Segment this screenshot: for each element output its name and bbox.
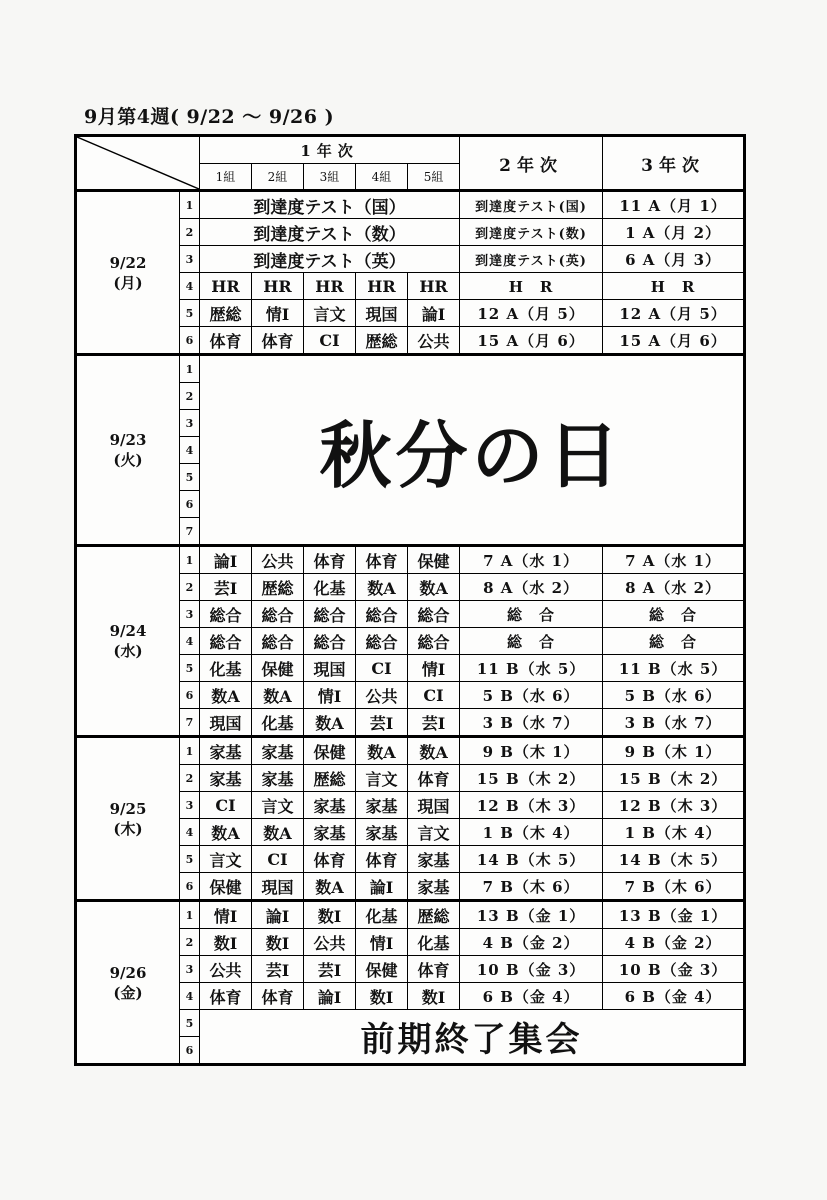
class-cell: 情Ⅰ	[252, 300, 304, 327]
year3-cell: 3 B（水 7）	[603, 709, 745, 737]
class-cell: 保健	[304, 737, 356, 765]
period-number: 1	[180, 355, 200, 383]
class-cell: CⅠ	[408, 682, 460, 709]
class-cell: 数Ⅰ	[356, 983, 408, 1010]
class-cell: 体育	[252, 983, 304, 1010]
class-cell: 保健	[200, 873, 252, 901]
year2-cell: 6 B（金 4）	[460, 983, 603, 1010]
class-cell: 家基	[304, 819, 356, 846]
day-24-date-cell	[76, 546, 180, 737]
group-2-header: 2組	[252, 164, 304, 191]
period-number: 4	[180, 628, 200, 655]
class-cell: CⅠ	[356, 655, 408, 682]
class-cell: 言文	[356, 765, 408, 792]
class-cell: 総合	[304, 628, 356, 655]
year1-test-cell: 到達度テスト（数）	[200, 219, 460, 246]
diagonal-line-icon	[77, 137, 199, 189]
period-number: 3	[180, 410, 200, 437]
period-number: 5	[180, 464, 200, 491]
class-cell: 現国	[252, 873, 304, 901]
class-cell: 歴総	[408, 901, 460, 929]
day-26-row-1	[76, 901, 745, 929]
class-cell: 論Ⅰ	[356, 873, 408, 901]
class-cell: 数A	[200, 819, 252, 846]
class-cell: 総合	[356, 628, 408, 655]
year3-cell: 11 B（水 5）	[603, 655, 745, 682]
class-cell: 総合	[200, 628, 252, 655]
class-cell: 総合	[252, 628, 304, 655]
year2-cell: 10 B（金 3）	[460, 956, 603, 983]
day-25-date: 9/25	[109, 799, 147, 818]
class-cell: HR	[200, 273, 252, 300]
year3-cell: 10 B（金 3）	[603, 956, 745, 983]
year3-cell: 9 B（木 1）	[603, 737, 745, 765]
year2-cell: 1 B（木 4）	[460, 819, 603, 846]
day-25-dow: (木)	[113, 819, 143, 838]
period-number: 1	[180, 737, 200, 765]
class-cell: 現国	[356, 300, 408, 327]
period-number: 2	[180, 574, 200, 601]
page-title: 9月第4週( 9/22 〜 9/26 )	[84, 106, 335, 128]
year2-cell: 15 B（木 2）	[460, 765, 603, 792]
period-number: 6	[180, 491, 200, 518]
class-cell: 数A	[252, 682, 304, 709]
class-cell: 化基	[200, 655, 252, 682]
class-cell: 家基	[200, 737, 252, 765]
class-cell: 総合	[356, 601, 408, 628]
class-cell: 公共	[200, 956, 252, 983]
class-cell: 論Ⅰ	[200, 546, 252, 574]
class-cell: 数A	[356, 574, 408, 601]
class-cell: 家基	[356, 819, 408, 846]
period-number: 5	[180, 300, 200, 327]
period-number: 3	[180, 246, 200, 273]
class-cell: 家基	[408, 846, 460, 873]
year3-cell: 総 合	[603, 628, 745, 655]
class-cell: 数A	[252, 819, 304, 846]
group-5-header: 5組	[408, 164, 460, 191]
class-cell: 数A	[356, 737, 408, 765]
year2-cell: 到達度テスト(英)	[460, 246, 603, 273]
year3-header: 3年次	[603, 136, 745, 191]
class-cell: 歴総	[356, 327, 408, 355]
class-cell: 言文	[200, 846, 252, 873]
holiday-label: 秋分の日	[200, 355, 745, 546]
class-cell: 現国	[304, 655, 356, 682]
class-cell: 家基	[252, 737, 304, 765]
class-cell: 体育	[408, 765, 460, 792]
class-cell: 公共	[408, 327, 460, 355]
timetable	[74, 134, 746, 1066]
class-cell: HR	[408, 273, 460, 300]
class-cell: 数A	[408, 574, 460, 601]
day-25-date-cell	[76, 737, 180, 901]
day-23-row-1	[76, 355, 745, 383]
class-cell: 総合	[200, 601, 252, 628]
year2-header: 2年次	[460, 136, 603, 191]
class-cell: 家基	[408, 873, 460, 901]
class-cell: CⅠ	[304, 327, 356, 355]
class-cell: 数Ⅰ	[200, 929, 252, 956]
year3-cell: 15 A（月 6）	[603, 327, 745, 355]
class-cell: 歴総	[252, 574, 304, 601]
year2-cell: 11 B（水 5）	[460, 655, 603, 682]
year3-cell: 6 A（月 3）	[603, 246, 745, 273]
class-cell: 体育	[304, 846, 356, 873]
class-cell: 家基	[304, 792, 356, 819]
class-cell: 言文	[408, 819, 460, 846]
class-cell: 情Ⅰ	[408, 655, 460, 682]
day-26-date-cell	[76, 901, 180, 1065]
day-23-date: 9/23	[109, 431, 147, 449]
year2-cell: 総 合	[460, 628, 603, 655]
class-cell: 芸Ⅰ	[356, 709, 408, 737]
day-25-row-1	[76, 737, 745, 765]
period-number: 2	[180, 383, 200, 410]
day-22-date: 9/22	[109, 253, 147, 272]
class-cell: 体育	[200, 327, 252, 355]
year2-cell: 14 B（木 5）	[460, 846, 603, 873]
period-number: 5	[180, 655, 200, 682]
year2-cell: 4 B（金 2）	[460, 929, 603, 956]
class-cell: 公共	[304, 929, 356, 956]
class-cell: 歴総	[304, 765, 356, 792]
year2-cell: 9 B（木 1）	[460, 737, 603, 765]
period-number: 5	[180, 1010, 200, 1037]
year1-header: 1年次	[200, 136, 460, 164]
period-number: 1	[180, 191, 200, 219]
year2-cell: 到達度テスト(国)	[460, 191, 603, 219]
class-cell: 家基	[252, 765, 304, 792]
year3-cell: 5 B（水 6）	[603, 682, 745, 709]
period-number: 3	[180, 792, 200, 819]
class-cell: 数A	[200, 682, 252, 709]
group-3-header: 3組	[304, 164, 356, 191]
year2-cell: 8 A（水 2）	[460, 574, 603, 601]
class-cell: 保健	[356, 956, 408, 983]
class-cell: 家基	[356, 792, 408, 819]
corner-cell	[76, 136, 200, 191]
period-number: 1	[180, 901, 200, 929]
class-cell: 数A	[408, 737, 460, 765]
period-number: 4	[180, 437, 200, 464]
class-cell: 情Ⅰ	[200, 901, 252, 929]
year3-cell: 14 B（木 5）	[603, 846, 745, 873]
class-cell: 総合	[304, 601, 356, 628]
year2-cell: 7 A（水 1）	[460, 546, 603, 574]
year2-cell: 総 合	[460, 601, 603, 628]
year3-cell: 12 B（木 3）	[603, 792, 745, 819]
year3-cell: H R	[603, 273, 745, 300]
period-number: 1	[180, 546, 200, 574]
year2-cell: 13 B（金 1）	[460, 901, 603, 929]
year3-cell: 15 B（木 2）	[603, 765, 745, 792]
year3-cell: 8 A（水 2）	[603, 574, 745, 601]
period-number: 2	[180, 765, 200, 792]
class-cell: 現国	[200, 709, 252, 737]
class-cell: 論Ⅰ	[304, 983, 356, 1010]
class-cell: HR	[252, 273, 304, 300]
class-cell: 芸Ⅰ	[200, 574, 252, 601]
year3-cell: 4 B（金 2）	[603, 929, 745, 956]
group-4-header: 4組	[356, 164, 408, 191]
class-cell: 公共	[252, 546, 304, 574]
class-cell: HR	[356, 273, 408, 300]
class-cell: 情Ⅰ	[304, 682, 356, 709]
year3-cell: 7 B（木 6）	[603, 873, 745, 901]
class-cell: 体育	[200, 983, 252, 1010]
day-26-date: 9/26	[109, 963, 147, 982]
day-22-date-cell	[76, 191, 180, 355]
period-number: 2	[180, 219, 200, 246]
day-26-dow: (金)	[113, 983, 143, 1002]
period-number: 4	[180, 819, 200, 846]
day-22-dow: (月)	[113, 273, 143, 292]
period-number: 3	[180, 601, 200, 628]
class-cell: 歴総	[200, 300, 252, 327]
class-cell: 数Ⅰ	[408, 983, 460, 1010]
year3-cell: 総 合	[603, 601, 745, 628]
class-cell: 公共	[356, 682, 408, 709]
class-cell: 芸Ⅰ	[408, 709, 460, 737]
class-cell: 数Ⅰ	[304, 901, 356, 929]
class-cell: 芸Ⅰ	[252, 956, 304, 983]
period-number: 4	[180, 983, 200, 1010]
year2-cell: 5 B（水 6）	[460, 682, 603, 709]
year2-cell: 7 B（木 6）	[460, 873, 603, 901]
year1-test-cell: 到達度テスト（国）	[200, 191, 460, 219]
period-number: 6	[180, 327, 200, 355]
class-cell: 現国	[408, 792, 460, 819]
period-number: 7	[180, 518, 200, 546]
period-number: 2	[180, 929, 200, 956]
year3-cell: 11 A（月 1）	[603, 191, 745, 219]
class-cell: 化基	[304, 574, 356, 601]
class-cell: 総合	[408, 601, 460, 628]
year3-cell: 13 B（金 1）	[603, 901, 745, 929]
period-number: 3	[180, 956, 200, 983]
class-cell: 総合	[252, 601, 304, 628]
class-cell: 保健	[408, 546, 460, 574]
year3-cell: 7 A（水 1）	[603, 546, 745, 574]
day-23-dow: (火)	[113, 451, 143, 469]
class-cell: 家基	[200, 765, 252, 792]
class-cell: 数A	[304, 873, 356, 901]
day-24-date: 9/24	[109, 622, 147, 640]
class-cell: 芸Ⅰ	[304, 956, 356, 983]
day-24-dow: (水)	[113, 642, 143, 660]
period-number: 4	[180, 273, 200, 300]
period-number: 6	[180, 1037, 200, 1065]
year2-cell: H R	[460, 273, 603, 300]
class-cell: 体育	[408, 956, 460, 983]
year3-cell: 1 A（月 2）	[603, 219, 745, 246]
class-cell: 体育	[356, 546, 408, 574]
year2-cell: 12 A（月 5）	[460, 300, 603, 327]
period-number: 5	[180, 846, 200, 873]
class-cell: 保健	[252, 655, 304, 682]
year2-cell: 12 B（木 3）	[460, 792, 603, 819]
class-cell: 情Ⅰ	[356, 929, 408, 956]
day-24-row-1	[76, 546, 745, 574]
period-number: 6	[180, 682, 200, 709]
class-cell: 体育	[252, 327, 304, 355]
day-23-date-cell	[76, 355, 180, 546]
header-row-1	[76, 136, 745, 164]
class-cell: 化基	[356, 901, 408, 929]
day-22-row-1	[76, 191, 745, 219]
class-cell: 数Ⅰ	[252, 929, 304, 956]
class-cell: 数A	[304, 709, 356, 737]
class-cell: 言文	[304, 300, 356, 327]
period-number: 7	[180, 709, 200, 737]
year2-cell: 15 A（月 6）	[460, 327, 603, 355]
closing-assembly-label: 前期終了集会	[200, 1010, 745, 1065]
period-number: 6	[180, 873, 200, 901]
year3-cell: 6 B（金 4）	[603, 983, 745, 1010]
class-cell: 総合	[408, 628, 460, 655]
class-cell: CⅠ	[252, 846, 304, 873]
year2-cell: 到達度テスト(数)	[460, 219, 603, 246]
class-cell: 化基	[252, 709, 304, 737]
class-cell: HR	[304, 273, 356, 300]
class-cell: 体育	[356, 846, 408, 873]
year3-cell: 12 A（月 5）	[603, 300, 745, 327]
group-1-header: 1組	[200, 164, 252, 191]
class-cell: CⅠ	[200, 792, 252, 819]
class-cell: 言文	[252, 792, 304, 819]
year3-cell: 1 B（木 4）	[603, 819, 745, 846]
year1-test-cell: 到達度テスト（英）	[200, 246, 460, 273]
class-cell: 化基	[408, 929, 460, 956]
class-cell: 論Ⅰ	[252, 901, 304, 929]
year2-cell: 3 B（水 7）	[460, 709, 603, 737]
class-cell: 体育	[304, 546, 356, 574]
class-cell: 論Ⅰ	[408, 300, 460, 327]
